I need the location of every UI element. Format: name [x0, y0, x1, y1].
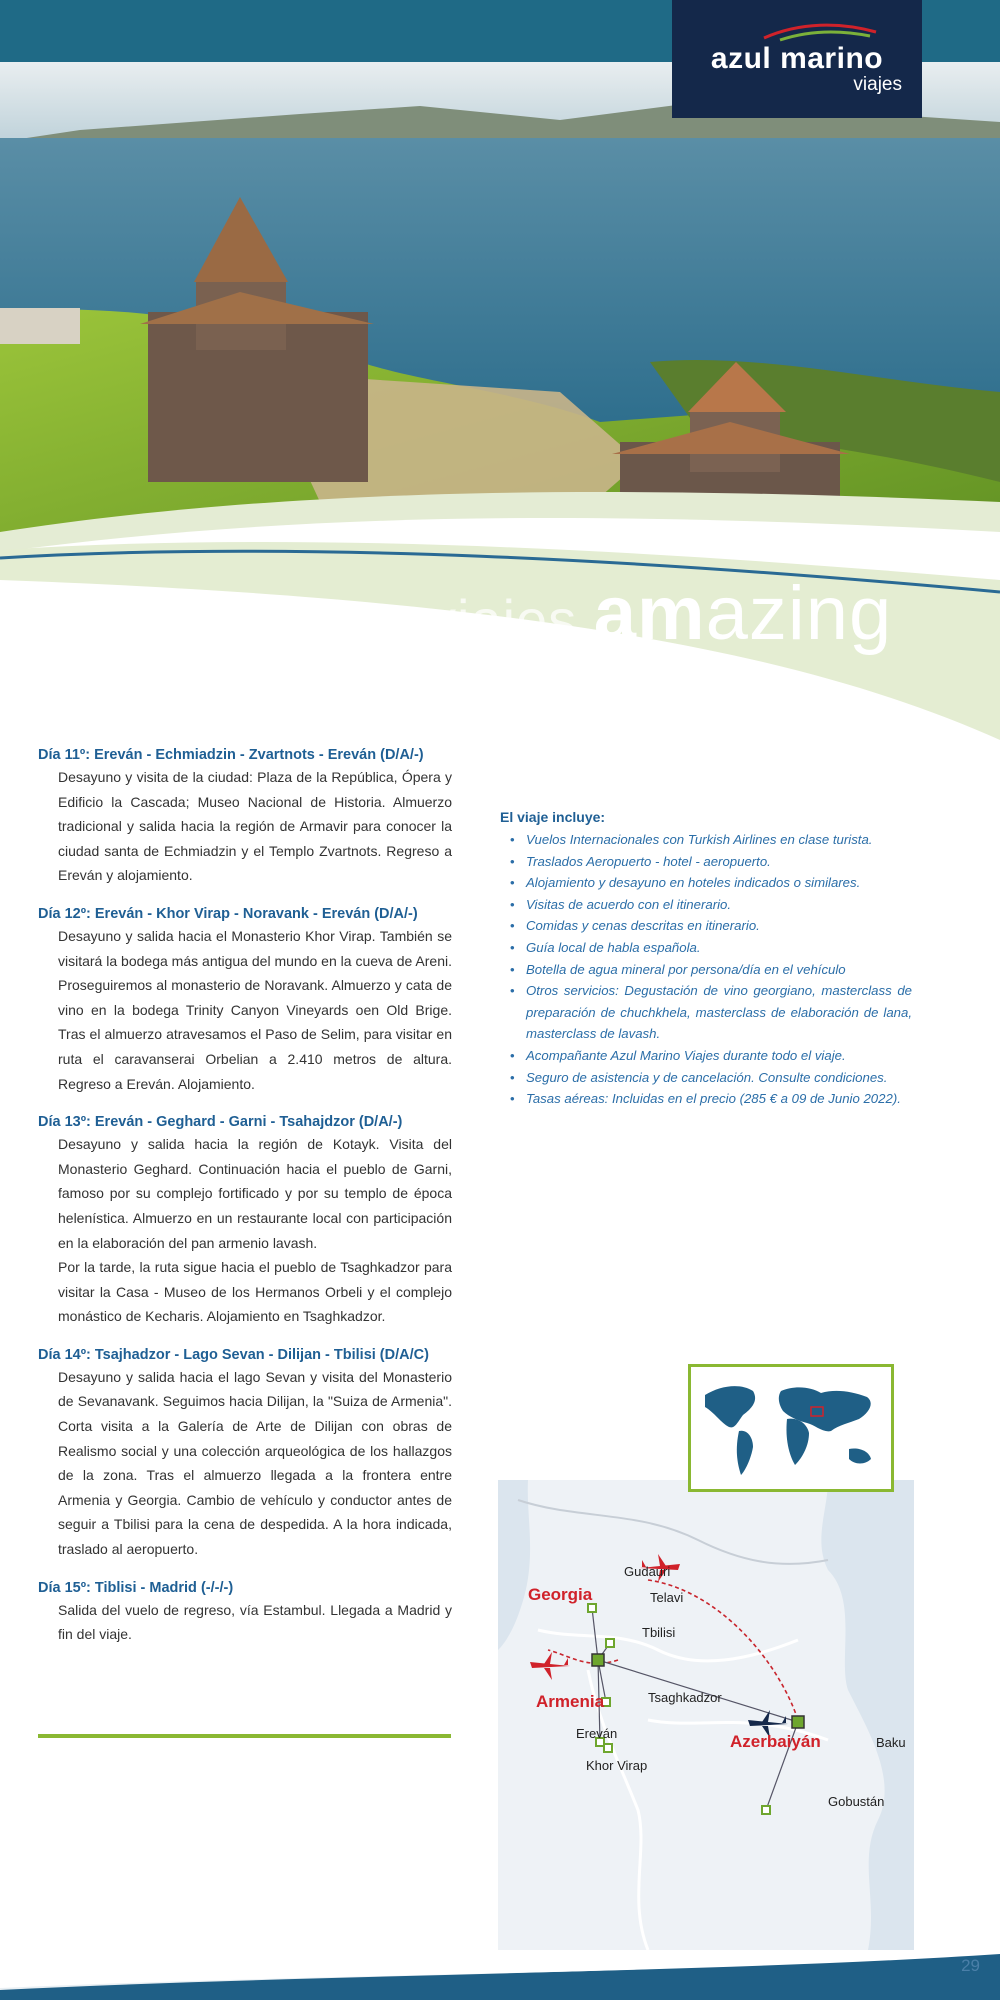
- includes-item: • Comidas y cenas descritas en itinerario.: [500, 915, 912, 937]
- city-label: Gudauri: [624, 1564, 671, 1579]
- city-label: Tsaghkadzor: [648, 1690, 722, 1705]
- city-label: Gobustán: [828, 1794, 885, 1809]
- day-text: Desayuno y visita de la ciudad: Plaza de la República, Ópera y Edificio la Cascada; Museo Nacional de Historia. Almuerzo tradicional y salida hacia la región de Armavir para conocer la ciudad santa de Echmiadzin y el Templo Zvartnots. Regreso a Ereván y alojamiento.: [58, 769, 452, 884]
- slogan-part-3: azing: [705, 571, 893, 656]
- day-text: Desayuno y salida hacia el Monasterio Khor Virap. También se visitará la bodega más antigua del mundo en la cueva de Areni. Proseguiremos al monasterio de Noravank. Almuerzo y cata de vino en la bodega Trinity Canyon Vineyards oen Old Brige. Tras el almuerzo atravesamos el Paso de Selim, para visitar en ruta el caravanserai Orbelian a 2.410 metros de altura. Regreso a Ereván. Alojamiento.: [58, 927, 452, 1092]
- footer-wave: [0, 1944, 1000, 2000]
- includes-item: • Visitas de acuerdo con el itinerario.: [500, 894, 912, 916]
- day-title: Día 14º: Tsajhadzor - Lago Sevan - Dilijan - Tbilisi (D/A/C): [38, 1346, 429, 1363]
- day-text: Desayuno y salida hacia el lago Sevan y visita del Monasterio de Sevanavank. Seguimos hacia Dilijan, la "Suiza de Armenia". Corta visita a la Galería de Arte de Dilijan con obras de Realismo social y una colección arqueológica de los hallazgos de la zona. Tras el almuerzo llegada a la frontera entre Armenia y Georgia. Cambio de vehículo y conductor antes de seguir a Tbilisi para la cena de despedida. A la hora indicada, traslado al aeropuerto.: [58, 1368, 452, 1558]
- plane-icon: [528, 1648, 572, 1684]
- sevan-monastery-photo: [0, 62, 1000, 582]
- slogan-part-2: am: [593, 571, 706, 656]
- includes-item: • Guía local de habla española.: [500, 937, 912, 959]
- slogan-part-1: viajes: [428, 588, 594, 651]
- includes-item: • Otros servicios: Degustación de vino georgiano, masterclass de preparación de chuchkhela, masterclass de elaboración de lana, masterclass de lavash.: [500, 980, 912, 1045]
- country-label: Armenia: [536, 1692, 605, 1711]
- day-item: [38, 1345, 452, 1562]
- country-label: Azerbaiyán: [730, 1732, 821, 1751]
- includes-item: • Traslados Aeropuerto - hotel - aeropuerto.: [500, 851, 912, 873]
- brand-sub: viajes: [853, 74, 902, 95]
- itinerary: [38, 745, 452, 1663]
- page-number: 29: [961, 1956, 980, 1975]
- city-label: Tbilisi: [642, 1625, 676, 1640]
- day-item: [38, 1578, 452, 1647]
- day-text: Salida del vuelo de regreso, vía Estambul. Llegada a Madrid y fin del viaje.: [58, 1601, 452, 1643]
- divider: [38, 1734, 451, 1738]
- includes-item: • Botella de agua mineral por persona/día en el vehículo: [500, 959, 912, 981]
- day-title: Día 15º: Tiblisi - Madrid (-/-/-): [38, 1579, 234, 1596]
- world-map-inset: [688, 1364, 894, 1492]
- city-label: Baku: [876, 1735, 906, 1750]
- city-label: Telavi: [650, 1590, 684, 1605]
- day-item: [38, 1112, 452, 1329]
- day-item: [38, 745, 452, 888]
- logo-swoosh-icon: [760, 20, 880, 42]
- day-item: [38, 904, 452, 1096]
- day-title: Día 11º: Ereván - Echmiadzin - Zvartnots - Ereván (D/A/-): [38, 747, 424, 763]
- day-title: Día 12º: Ereván - Khor Virap - Noravank - Ereván (D/A/-): [38, 905, 418, 922]
- includes-box: [500, 809, 912, 1110]
- day-title: Día 13º: Ereván - Geghard - Garni - Tsahajdzor (D/A/-): [38, 1114, 403, 1131]
- map-background: [498, 1480, 914, 1950]
- includes-item: • Acompañante Azul Marino Viajes durante todo el viaje.: [500, 1045, 912, 1067]
- includes-item: • Tasas aéreas: Incluidas en el precio (285 € a 09 de Junio 2022).: [500, 1088, 912, 1110]
- brand-name: azul marino: [710, 42, 884, 75]
- includes-item: • Seguro de asistencia y de cancelación. Consulte condiciones.: [500, 1067, 912, 1089]
- country-label: Georgia: [528, 1585, 593, 1604]
- city-label: Ereván: [576, 1726, 618, 1741]
- world-map-icon: [691, 1367, 891, 1489]
- city-label: Khor Virap: [586, 1758, 648, 1773]
- slogan: [428, 570, 892, 657]
- day-text: Desayuno y salida hacia la región de Kotayk. Visita del Monasterio Geghard. Continuación hacia el pueblo de Garni, famoso por su complejo fortificado y por su templo de época helenística. Almuerzo en un restaurante local con participación en la elaboración del pan armenio lavash. Por la tarde, la ruta sigue hacia el pueblo de Tsaghkadzor para visitar la Casa - Museo de los Hermanos Orbeli y el complejo monástico de Kecharis. Alojamiento en Tsaghkadzor.: [58, 1136, 452, 1325]
- includes-list: [500, 829, 912, 1110]
- includes-item: • Alojamiento y desayuno en hoteles indicados o similares.: [500, 872, 912, 894]
- includes-title: El viaje incluye:: [500, 809, 606, 825]
- includes-item: • Vuelos Internacionales con Turkish Airlines en clase turista.: [500, 829, 912, 851]
